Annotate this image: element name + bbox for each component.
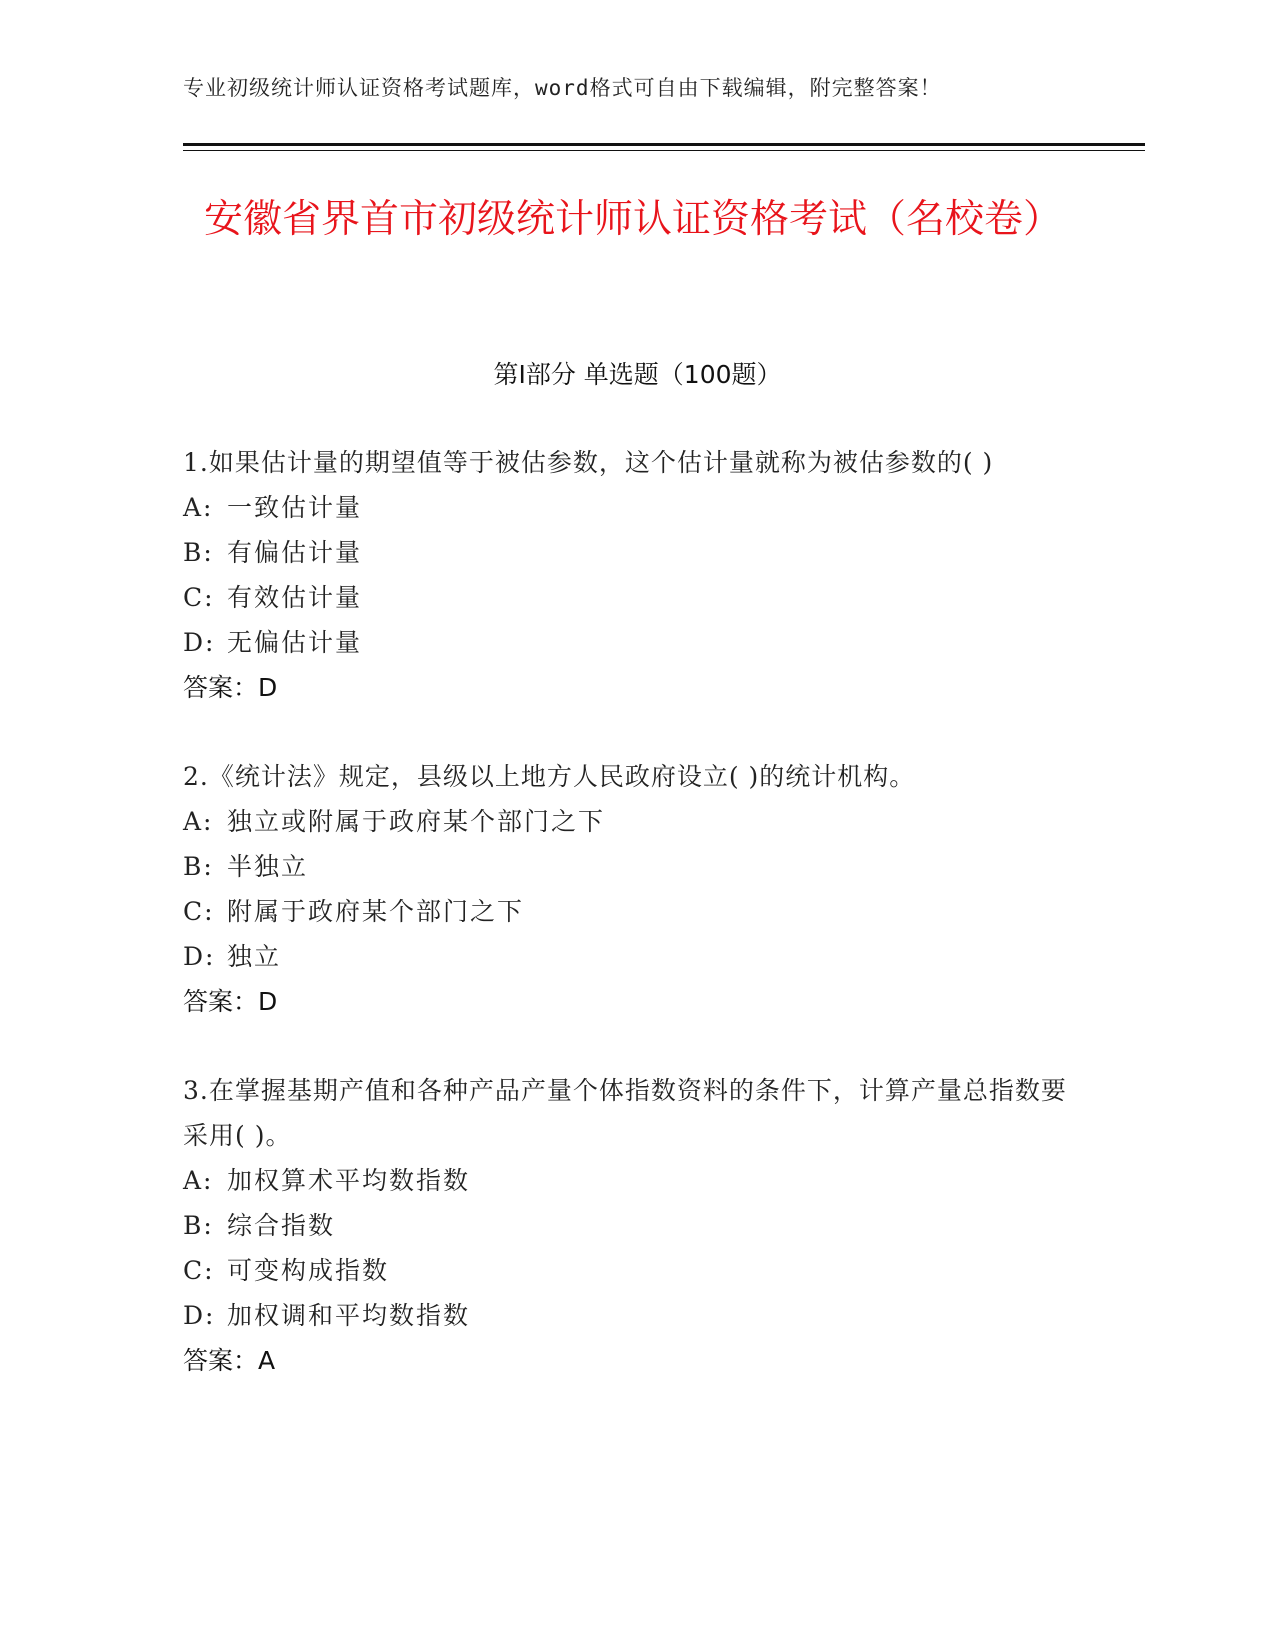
option-letter: D: [183, 628, 216, 657]
option-text: 附属于政府某个部门之下 [227, 897, 525, 926]
option-text: 加权调和平均数指数 [227, 1301, 471, 1330]
option-a [183, 799, 1083, 844]
question-stem: 3.在掌握基期产值和各种产品产量个体指数资料的条件下，计算产量总指数要采用( )。 [183, 1076, 1067, 1150]
option-letter: D: [183, 942, 216, 971]
question-list [183, 440, 1083, 1427]
option-text: 独立或附属于政府某个部门之下 [227, 807, 606, 836]
section-heading: 第Ⅰ部分 单选题（100题） [493, 360, 782, 389]
question-item [183, 440, 1083, 710]
option-text: 无偏估计量 [227, 628, 363, 657]
option-letter: B: [183, 1211, 214, 1240]
option-letter: B: [183, 538, 214, 567]
option-b [183, 530, 1083, 575]
question-item [183, 754, 1083, 1024]
option-d [183, 620, 1083, 665]
option-letter: B: [183, 852, 214, 881]
option-c [183, 1248, 1083, 1293]
option-text: 半独立 [227, 852, 309, 881]
question-stem: 1.如果估计量的期望值等于被估参数，这个估计量就称为被估参数的( ) [183, 448, 994, 477]
header-rule-thin [183, 150, 1145, 151]
option-c [183, 575, 1083, 620]
option-letter: A: [183, 1166, 214, 1195]
option-letter: D: [183, 1301, 216, 1330]
option-a [183, 485, 1083, 530]
option-letter: A: [183, 807, 214, 836]
answer-line: 答案：A [183, 1346, 276, 1375]
question-item [183, 1068, 1083, 1383]
option-d [183, 934, 1083, 979]
option-letter: C: [183, 1256, 215, 1285]
header-note: 专业初级统计师认证资格考试题库，word格式可自由下载编辑，附完整答案！ [183, 76, 942, 100]
option-d [183, 1293, 1083, 1338]
option-text: 加权算术平均数指数 [227, 1166, 471, 1195]
option-text: 有效估计量 [227, 583, 363, 612]
option-a [183, 1158, 1083, 1203]
option-b [183, 844, 1083, 889]
document-title: 安徽省界首市初级统计师认证资格考试（名校卷） [203, 197, 1062, 242]
option-text: 一致估计量 [227, 493, 363, 522]
option-text: 独立 [227, 942, 282, 971]
option-text: 有偏估计量 [227, 538, 363, 567]
option-letter: A: [183, 493, 214, 522]
option-letter: C: [183, 583, 215, 612]
question-stem: 2.《统计法》规定，县级以上地方人民政府设立( )的统计机构。 [183, 762, 916, 791]
option-text: 可变构成指数 [227, 1256, 390, 1285]
option-text: 综合指数 [227, 1211, 336, 1240]
answer-line: 答案：D [183, 987, 278, 1016]
option-c [183, 889, 1083, 934]
answer-line: 答案：D [183, 673, 278, 702]
option-letter: C: [183, 897, 215, 926]
header-rule-thick [183, 143, 1145, 146]
option-b [183, 1203, 1083, 1248]
